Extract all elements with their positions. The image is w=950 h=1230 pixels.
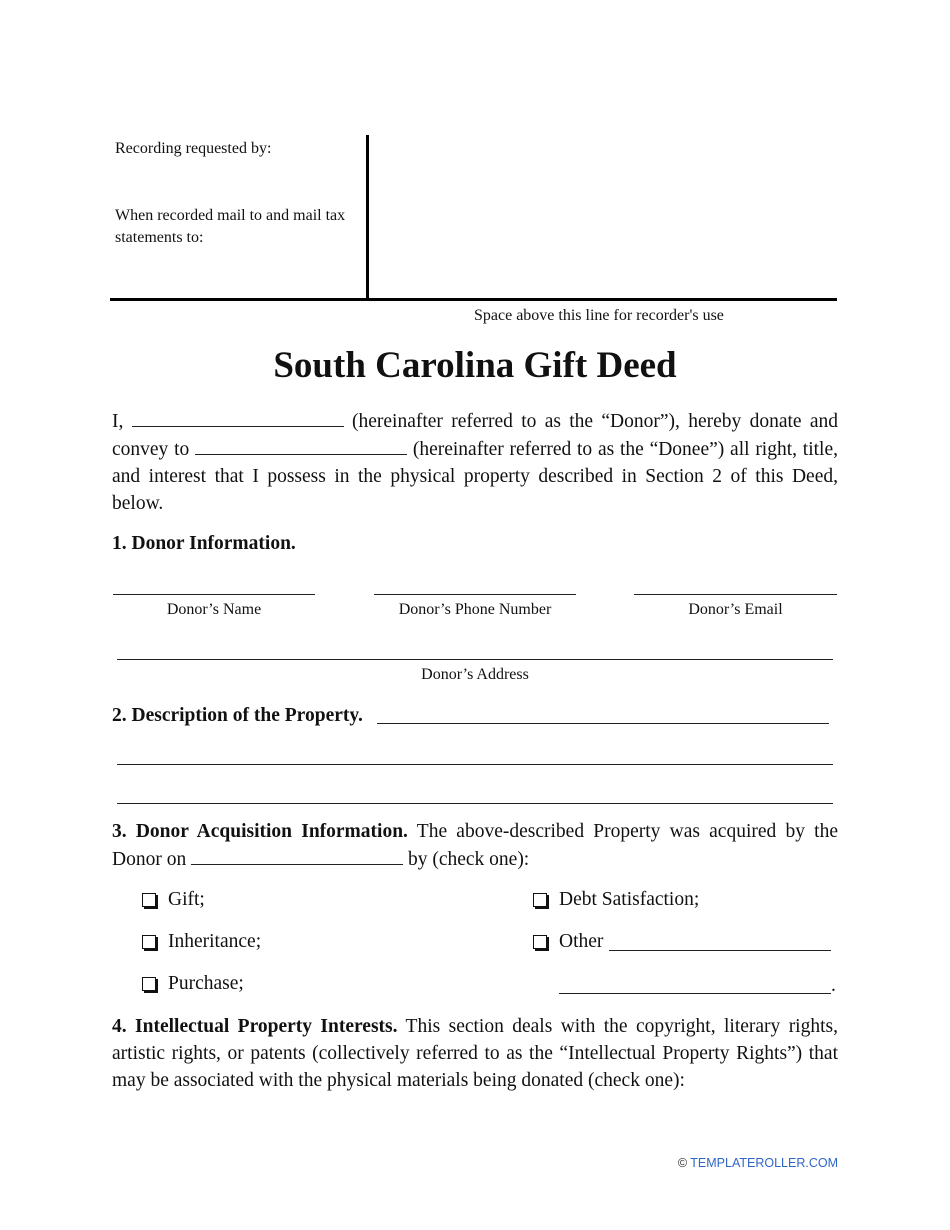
debt-satisfaction-label: Debt Satisfaction; [559,889,700,910]
other-period: . [831,975,836,996]
section3-text-b: by (check one): [407,849,530,870]
option-purchase[interactable] [142,972,244,996]
recorder-space-note: Space above this line for recorder's use [474,307,724,324]
donor-phone-line[interactable] [374,594,576,595]
section2-heading: 2. Description of the Property. [112,705,363,726]
other-specify-line-1[interactable] [609,950,831,951]
inheritance-checkbox[interactable] [142,935,156,949]
donor-address-line[interactable] [117,659,833,660]
intro-text-2: (hereinafter referred to as the “Donor”), hereby donate and convey to [112,411,839,460]
copyright-symbol: © [677,1156,688,1170]
section3-text-a: The above-described Property was acquired by the Donor on [112,821,838,870]
option-debt-satisfaction[interactable] [533,888,699,912]
donor-email-line[interactable] [634,594,837,595]
recording-requested-label: Recording requested by: [115,140,272,157]
document-title: South Carolina Gift Deed [273,345,677,386]
debt-satisfaction-checkbox[interactable] [533,893,547,907]
intro-text-1: I, [112,411,124,432]
other-specify-line-2[interactable] [559,993,831,994]
section4-heading: 4. Intellectual Property Interests. [112,1016,398,1037]
property-description-line-3[interactable] [117,803,833,804]
purchase-label: Purchase; [168,973,244,994]
donor-address-caption: Donor’s Address [421,666,529,683]
intro-text-3: (hereinafter referred to as the “Donee”) all right, title, and interest that I possess in the physical property described in Section 2 of this Deed, below. [112,439,839,514]
section4-paragraph [112,1013,838,1094]
section4-text: This section deals with the copyright, literary rights, artistic rights, or patents (collectively referred to as the “Intellectual Property Rights”) that may be associated with the physical materials being donated (check one): [112,1016,838,1091]
section3-heading: 3. Donor Acquisition Information. [112,821,408,842]
mail-to-label: When recorded mail to and mail tax statements to: [115,207,346,246]
other-checkbox[interactable] [533,935,547,949]
donor-name-blank[interactable] [132,407,344,427]
donee-name-blank[interactable] [195,435,407,455]
donor-phone-caption: Donor’s Phone Number [398,601,552,618]
option-inheritance[interactable] [142,930,261,954]
donor-name-caption: Donor’s Name [166,601,262,618]
section1-heading: 1. Donor Information. [112,533,296,554]
gift-label: Gift; [168,889,205,910]
property-description-line-1[interactable] [377,723,829,724]
recorder-divider-horizontal [110,298,837,301]
other-label: Other [559,931,604,952]
option-gift[interactable] [142,888,205,912]
gift-checkbox[interactable] [142,893,156,907]
footer-credit [678,1156,838,1170]
donor-email-caption: Donor’s Email [688,601,783,618]
purchase-checkbox[interactable] [142,977,156,991]
inheritance-label: Inheritance; [168,931,262,952]
option-other[interactable] [533,930,603,954]
intro-paragraph [112,407,838,517]
property-description-line-2[interactable] [117,764,833,765]
templateroller-link[interactable]: TEMPLATEROLLER.COM [690,1156,838,1170]
donor-name-line[interactable] [113,594,315,595]
acquisition-date-blank[interactable] [191,845,403,865]
recorder-divider-vertical [366,135,369,301]
section3-paragraph [112,818,838,873]
